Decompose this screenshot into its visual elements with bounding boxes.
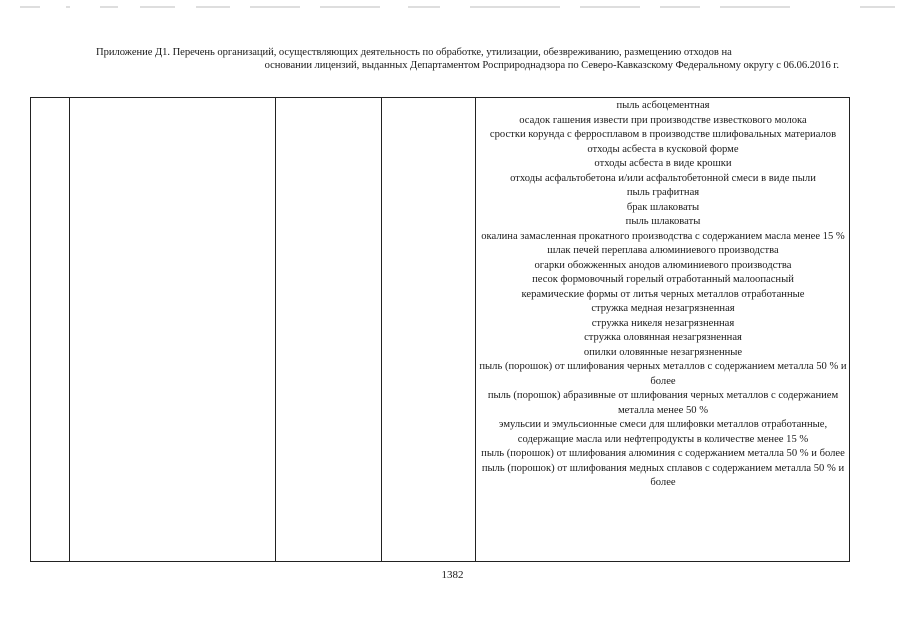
table-column-divider — [69, 98, 70, 561]
waste-entry: пыль шлаковаты — [625, 216, 701, 227]
waste-entry: пыль асбоцементная — [616, 100, 710, 111]
waste-entry: отходы асбеста в виде крошки — [594, 158, 732, 169]
waste-entry: эмульсии и эмульсионные смеси для шлифовки металлов отработанные, содержащие масла или нефтепродукты в количестве менее 15 % — [498, 419, 828, 445]
waste-entry: песок формовочный горелый отработанный малоопасный — [532, 274, 794, 285]
waste-entry: шлак печей переплава алюминиевого производства — [547, 245, 779, 256]
waste-entry: отходы асбеста в кусковой форме — [587, 143, 739, 155]
table-column-divider — [275, 98, 276, 561]
waste-entry: пыль (порошок) от шлифования черных металлов с содержанием металла 50 % и более — [479, 361, 847, 387]
waste-entry: отходы асфальтобетона и/или асфальтобетонной смеси в виде пыли — [510, 172, 816, 184]
waste-entry: пыль (порошок) от шлифования алюминия с содержанием металла 50 % и более — [481, 448, 845, 459]
waste-entry: пыль графитная — [626, 187, 700, 198]
header-title-line-1: Приложение Д1. Перечень организаций, осуществляющих деятельность по обработке, утилизации, обезвреживанию, размещению отходов на — [96, 47, 732, 58]
waste-entry: опилки оловянные незагрязненные — [583, 346, 743, 358]
waste-entry: окалина замасленная прокатного производства с содержанием масла менее 15 % — [481, 230, 845, 242]
waste-entry: сростки корунда с ферросплавом в производстве шлифовальных материалов — [489, 129, 837, 140]
organizations-table — [30, 97, 850, 562]
waste-entry: пыль (порошок) от шлифования медных сплавов с содержанием металла 50 % и более — [481, 462, 845, 488]
page-number: 1382 — [441, 569, 464, 581]
waste-entry: огарки обожженных анодов алюминиевого производства — [534, 259, 792, 271]
waste-entry: стружка медная незагрязненная — [591, 303, 735, 314]
waste-entry: стружка оловянная незагрязненная — [584, 332, 742, 343]
waste-entry: осадок гашения извести при производстве известкового молока — [519, 114, 807, 126]
document-header — [96, 46, 841, 72]
waste-entry: брак шлаковаты — [626, 201, 700, 213]
waste-types-cell — [476, 98, 850, 561]
header-title-line-2: основании лицензий, выданных Департаментом Росприроднадзора по Северо-Кавказскому Федеральному округу с 06.06.2016 г. — [264, 60, 839, 71]
waste-entry: керамические формы от литья черных металлов отработанные — [521, 288, 805, 300]
scan-artifact-top — [0, 5, 905, 9]
table-column-divider — [381, 98, 382, 561]
waste-entry: пыль (порошок) абразивные от шлифования черных металлов с содержанием металла менее 50 % — [487, 390, 839, 416]
waste-entry: стружка никеля незагрязненная — [591, 317, 735, 329]
